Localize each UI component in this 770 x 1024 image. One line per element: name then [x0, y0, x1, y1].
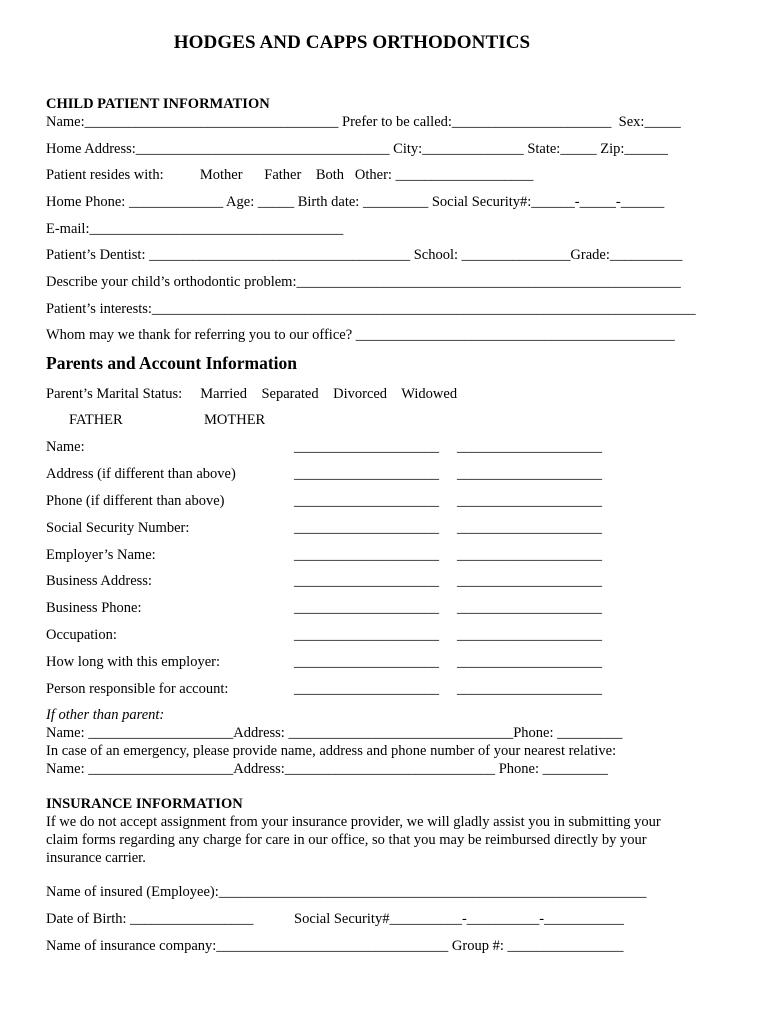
- father-field-blank: ____________________: [294, 573, 439, 589]
- marital-status-line: Parent’s Marital Status: Married Separated Divorced Widowed: [46, 386, 458, 402]
- mother-field-blank: ____________________: [457, 654, 602, 670]
- parent-row-label: How long with this employer:: [46, 654, 220, 670]
- insured-dob-line: Date of Birth: _________________: [46, 911, 254, 927]
- orthodontic-problem-line: Describe your child’s orthodontic problem:_____________________________________________________: [46, 274, 681, 290]
- father-field-blank: ____________________: [294, 547, 439, 563]
- parents-heading: Parents and Account Information: [46, 353, 298, 373]
- parent-row-label: Employer’s Name:: [46, 547, 156, 563]
- child-info-heading: CHILD PATIENT INFORMATION: [46, 96, 270, 112]
- mother-field-blank: ____________________: [457, 547, 602, 563]
- other-than-parent-heading: If other than parent:: [46, 707, 165, 723]
- insurance-paragraph-line: insurance carrier.: [46, 850, 146, 866]
- mother-field-blank: ____________________: [457, 627, 602, 643]
- parent-row-label: Person responsible for account:: [46, 681, 229, 697]
- insurance-company-line: Name of insurance company:________________________________ Group #: ________________: [46, 938, 624, 954]
- mother-field-blank: ____________________: [457, 573, 602, 589]
- father-field-blank: ____________________: [294, 600, 439, 616]
- emergency-contact-line: Name: ____________________Address:_____________________________ Phone: _________: [46, 761, 608, 777]
- parent-row-label: Social Security Number:: [46, 520, 190, 536]
- document-title: HODGES AND CAPPS ORTHODONTICS: [173, 32, 531, 53]
- insurance-heading: INSURANCE INFORMATION: [46, 796, 243, 812]
- insurance-paragraph-line: claim forms regarding any charge for care in our office, so that you may be reimbursed directly by your: [46, 832, 647, 848]
- mother-field-blank: ____________________: [457, 600, 602, 616]
- referral-line: Whom may we thank for referring you to our office? ____________________________________________: [46, 327, 675, 343]
- mother-label: MOTHER: [204, 412, 266, 428]
- emergency-instructions: In case of an emergency, please provide name, address and phone number of your nearest relative:: [46, 743, 617, 759]
- mother-field-blank: ____________________: [457, 681, 602, 697]
- father-field-blank: ____________________: [294, 466, 439, 482]
- mother-field-blank: ____________________: [457, 493, 602, 509]
- father-label: FATHER: [69, 412, 123, 428]
- father-field-blank: ____________________: [294, 627, 439, 643]
- parent-row-label: Business Phone:: [46, 600, 142, 616]
- other-than-parent-line: Name: ____________________Address: _______________________________Phone: _________: [46, 725, 623, 741]
- resides-with-line: Patient resides with: Mother Father Both Other: ___________________: [46, 167, 534, 183]
- home-phone-line: Home Phone: _____________ Age: _____ Birth date: _________ Social Security#:______-_____-______: [46, 194, 665, 210]
- dentist-line: Patient’s Dentist: ____________________________________ School: _______________Grade:__________: [46, 247, 683, 263]
- child-name-line: Name:___________________________________ Prefer to be called:______________________ Sex:_____: [46, 114, 681, 130]
- mother-field-blank: ____________________: [457, 520, 602, 536]
- father-field-blank: ____________________: [294, 439, 439, 455]
- parent-row-label: Name:: [46, 439, 85, 455]
- father-field-blank: ____________________: [294, 493, 439, 509]
- insured-ssn-line: Social Security#__________-__________-___________: [294, 911, 624, 927]
- parent-row-label: Business Address:: [46, 573, 152, 589]
- father-field-blank: ____________________: [294, 681, 439, 697]
- father-field-blank: ____________________: [294, 520, 439, 536]
- father-field-blank: ____________________: [294, 654, 439, 670]
- interests-line: Patient’s interests:___________________________________________________________________________: [46, 301, 696, 317]
- parent-row-label: Phone (if different than above): [46, 493, 225, 509]
- parent-row-label: Occupation:: [46, 627, 117, 643]
- email-line: E-mail:___________________________________: [46, 221, 344, 237]
- insurance-paragraph-line: If we do not accept assignment from your insurance provider, we will gladly assist you in submitting your: [46, 814, 661, 830]
- insured-name-line: Name of insured (Employee):___________________________________________________________: [46, 884, 647, 900]
- home-address-line: Home Address:___________________________________ City:______________ State:_____ Zip:______: [46, 141, 668, 157]
- mother-field-blank: ____________________: [457, 466, 602, 482]
- mother-field-blank: ____________________: [457, 439, 602, 455]
- parent-row-label: Address (if different than above): [46, 466, 236, 482]
